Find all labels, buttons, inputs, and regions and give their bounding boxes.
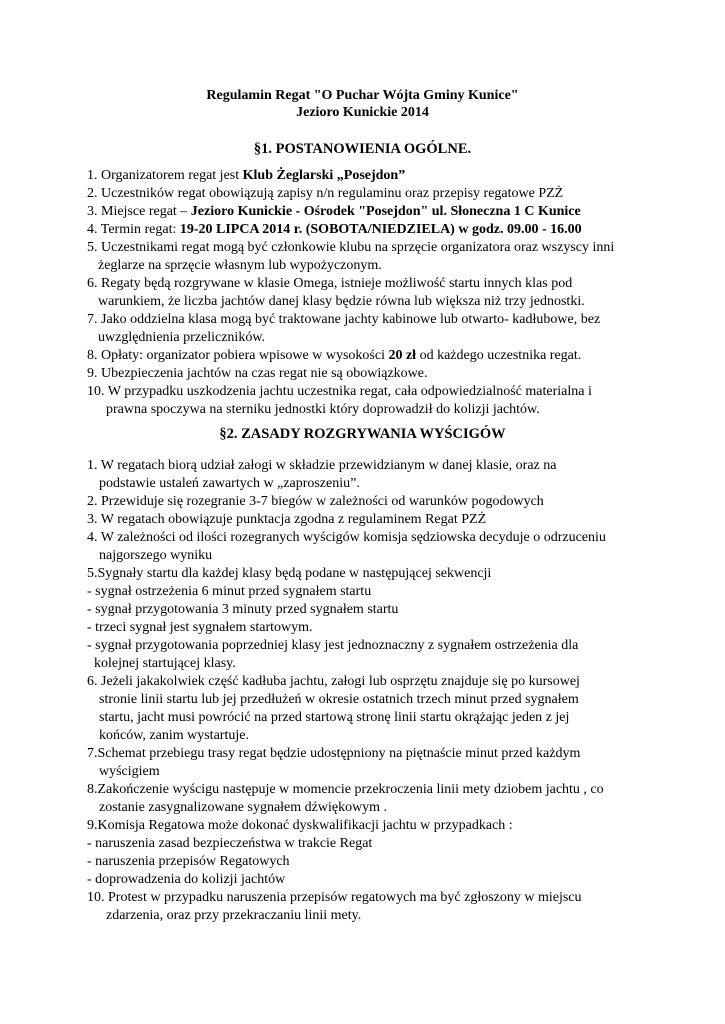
text-line: podstawie ustaleń zawartych w „zaproszeniu”. <box>99 476 360 491</box>
text-line: - naruszenia zasad bezpieczeństwa w trakcie Regat <box>87 836 373 851</box>
item-text: Regaty będą rozgrywane w klasie Omega, istnieje możliwość startu innych klas pod <box>101 276 573 291</box>
text-line: 5.Sygnały startu dla każdej klasy będą podane w następującej sekwencji <box>87 566 492 581</box>
item-number: 1. <box>87 168 98 183</box>
text-line: 1. W regatach biorą udział załogi w składzie przewidzianym w danej klasie, oraz na <box>87 458 557 473</box>
item-number: 5. <box>87 240 98 255</box>
text-line: najgorszego wyniku <box>99 548 213 563</box>
document-subtitle: Jezioro Kunickie 2014 <box>296 105 429 120</box>
text-line: 9.Komisja Regatowa może dokonać dyskwalifikacji jachtu w przypadkach : <box>87 818 513 833</box>
item-bold-text: 20 zł <box>388 348 417 363</box>
text-line: 4. W zależności od ilości rozegranych wyścigów komisja sędziowska decyduje o odrzuceniu <box>87 530 606 545</box>
text-line: - sygnał przygotowania 3 minuty przed sygnałem startu <box>87 602 399 617</box>
text-line: 7.Schemat przebiegu trasy regat będzie udostępniony na piętnaście minut przed każdym <box>87 746 581 761</box>
item-number: 7. <box>87 312 98 327</box>
text-line: zdarzenia, oraz przy przekraczaniu linii mety. <box>106 908 362 923</box>
list-item <box>87 383 592 401</box>
item-text: Miejsce regat – <box>101 204 191 219</box>
list-item <box>87 347 581 365</box>
item-text: Organizatorem regat jest <box>101 168 243 183</box>
text-line: końców, zanim wystartuje. <box>99 728 249 743</box>
item-bold-text: Jezioro Kunickie - Ośrodek "Posejdon" ul. Słoneczna 1 C Kunice <box>190 204 581 219</box>
text-line: stronie linii startu lub jej przedłużeń w okresie ostatnich trzech minut przed sygnałem <box>99 692 579 707</box>
list-item <box>87 203 581 221</box>
list-item <box>87 311 600 329</box>
text-line: - trzeci sygnał jest sygnałem startowym. <box>87 620 313 635</box>
text-line: 3. W regatach obowiązuje punktacja zgodna z regulaminem Regat PZŻ <box>87 512 487 527</box>
item-number: 10. <box>87 384 105 399</box>
item-text: Jako oddzielna klasa mogą być traktowane jachty kabinowe lub otwarto- kadłubowe, bez <box>101 312 601 327</box>
list-item-continuation: żeglarze na sprzęcie własnym lub wypożyczonym. <box>98 258 382 273</box>
item-number: 4. <box>87 222 98 237</box>
item-text: Uczestników regat obowiązują zapisy n/n regulaminu oraz przepisy regatowe PZŻ <box>101 186 564 201</box>
text-line: 6. Jeżeli jakakolwiek część kadłuba jachtu, załogi lub osprzętu znajduje się po kursowej <box>87 674 580 689</box>
item-text: Ubezpieczenia jachtów na czas regat nie są obowiązkowe. <box>101 366 428 381</box>
list-item <box>87 275 572 293</box>
list-item <box>87 365 428 383</box>
text-line: - sygnał ostrzeżenia 6 minut przed sygnałem startu <box>87 584 372 599</box>
item-bold-text: 19-20 LIPCA 2014 r. (SOBOTA/NIEDZIELA) w godz. 09.00 - 16.00 <box>179 222 582 237</box>
list-item <box>87 185 563 203</box>
text-line: startu, jacht musi powrócić na przed startową stronę linii startu okrążając jeden z jej <box>99 710 570 725</box>
list-item <box>87 167 405 185</box>
text-line: - doprowadzenia do kolizji jachtów <box>87 872 286 887</box>
item-text: W przypadku uszkodzenia jachtu uczestnika regat, cała odpowiedzialność materialna i <box>107 384 592 399</box>
text-line: - naruszenia przepisów Regatowych <box>87 854 290 869</box>
list-item <box>87 221 582 239</box>
item-number: 9. <box>87 366 98 381</box>
item-text: Termin regat: <box>100 222 180 237</box>
list-item-continuation: uwzględnienia przeliczników. <box>98 330 266 345</box>
list-item-continuation: warunkiem, że liczba jachtów danej klasy będzie równa lub większa niż trzy jednostki. <box>98 294 585 309</box>
list-item-continuation: prawna spoczywa na sterniku jednostki który doprowadził do kolizji jachtów. <box>106 402 540 417</box>
text-line: kolejnej startującej klasy. <box>94 656 236 671</box>
text-line: 2. Przewiduje się rozegranie 3-7 biegów w zależności od warunków pogodowych <box>87 494 544 509</box>
item-number: 8. <box>87 348 98 363</box>
item-number: 3. <box>87 204 98 219</box>
text-line: 8.Zakończenie wyścigu następuje w momencie przekroczenia linii mety dziobem jachtu , co <box>87 782 604 797</box>
item-number: 2. <box>87 186 98 201</box>
item-text: Opłaty: organizator pobiera wpisowe w wysokości <box>101 348 389 363</box>
section2-heading: §2. ZASADY ROZGRYWANIA WYŚCIGÓW <box>219 426 506 442</box>
text-line: wyścigiem <box>99 764 160 779</box>
document-title: Regulamin Regat "O Puchar Wójta Gminy Kunice" <box>206 88 519 103</box>
section1-heading: §1. POSTANOWIENIA OGÓLNE. <box>253 141 472 157</box>
text-line: 10. Protest w przypadku naruszenia przepisów regatowych ma być zgłoszony w miejscu <box>87 890 582 905</box>
item-text: Uczestnikami regat mogą być członkowie klubu na sprzęcie organizatora oraz wszyscy inni <box>101 240 615 255</box>
item-bold-text: Klub Żeglarski „Posejdon” <box>242 168 406 183</box>
list-item <box>87 239 614 257</box>
text-line: zostanie zasygnalizowane sygnałem dźwiękowym . <box>99 800 388 815</box>
text-line: - sygnał przygotowania poprzedniej klasy jest jednoznaczny z sygnałem ostrzeżenia dla <box>87 638 579 653</box>
item-text: od każdego uczestnika regat. <box>416 348 582 363</box>
item-number: 6. <box>87 276 98 291</box>
